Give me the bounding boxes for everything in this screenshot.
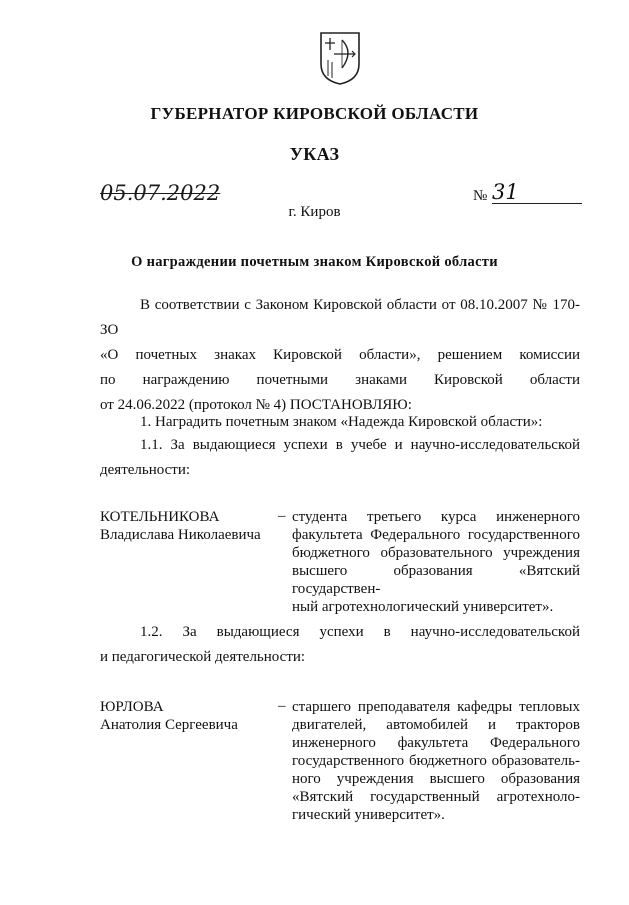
intro-paragraph <box>100 293 580 418</box>
description-line: старшего преподавателя кафедры тепловых <box>292 699 580 715</box>
description-line: ного учреждения высшего образования <box>292 771 580 787</box>
dash: – <box>278 508 286 524</box>
intro-line: от 24.06.2022 (протокол № 4) ПОСТАНОВЛЯЮ: <box>100 397 412 413</box>
issuing-authority: ГУБЕРНАТОР КИРОВСКОЙ ОБЛАСТИ <box>150 104 479 123</box>
description-line: «Вятский государственный агротехноло- <box>292 789 580 805</box>
description-line: государственного бюджетного образователь- <box>292 753 580 769</box>
description-line: инженерного факультета Федерального <box>292 735 580 751</box>
description-line: гический университет». <box>292 807 445 823</box>
document-date: 05.07.2022 <box>100 181 221 205</box>
city: г. Киров <box>288 204 341 220</box>
kirov-coat-of-arms-icon <box>318 30 362 86</box>
item-1-1-line: деятельности: <box>100 462 191 478</box>
description-line: бюджетного образовательного учреждения <box>292 545 580 561</box>
document-heading: О награждении почетным знаком Кировской области <box>131 254 498 270</box>
document-type: УКАЗ <box>289 144 340 164</box>
document-number-label: № <box>473 188 488 204</box>
description-line: ный агротехнологический университет». <box>292 599 554 615</box>
awardee-2-name <box>100 698 238 734</box>
item-1-2-line: 1.2. За выдающиеся успехи в научно-исследовательской <box>140 624 580 640</box>
awardee-1-description <box>292 508 580 616</box>
item-1-1 <box>100 433 580 483</box>
awardee-surname: ЮРЛОВА <box>100 699 164 715</box>
intro-line: В соответствии с Законом Кировской области от 08.10.2007 № 170-ЗО <box>100 297 580 338</box>
description-line: факультета Федерального государственного <box>292 527 580 543</box>
dash: – <box>278 698 286 714</box>
item-1-2-line: и педагогической деятельности: <box>100 649 306 665</box>
awardee-given-name: Владислава Николаевича <box>100 527 261 543</box>
description-line: двигателей, автомобилей и тракторов <box>292 717 580 733</box>
description-line: студента третьего курса инженерного <box>292 509 580 525</box>
awardee-1-name <box>100 508 261 544</box>
awardee-given-name: Анатолия Сергеевича <box>100 717 238 733</box>
intro-line: по награждению почетными знаками Кировской области <box>100 372 580 388</box>
item-1-2 <box>100 620 580 670</box>
awardee-surname: КОТЕЛЬНИКОВА <box>100 509 220 525</box>
awardee-2-description <box>292 698 580 824</box>
document-number: 31 <box>492 181 582 204</box>
description-line: высшего образования «Вятский государствен- <box>292 563 580 597</box>
item-1-1-line: 1.1. За выдающиеся успехи в учебе и научно-исследовательской <box>140 437 580 453</box>
item-1: 1. Наградить почетным знаком «Надежда Кировской области»: <box>140 414 543 430</box>
intro-line: «О почетных знаках Кировской области», решением комиссии <box>100 347 580 363</box>
